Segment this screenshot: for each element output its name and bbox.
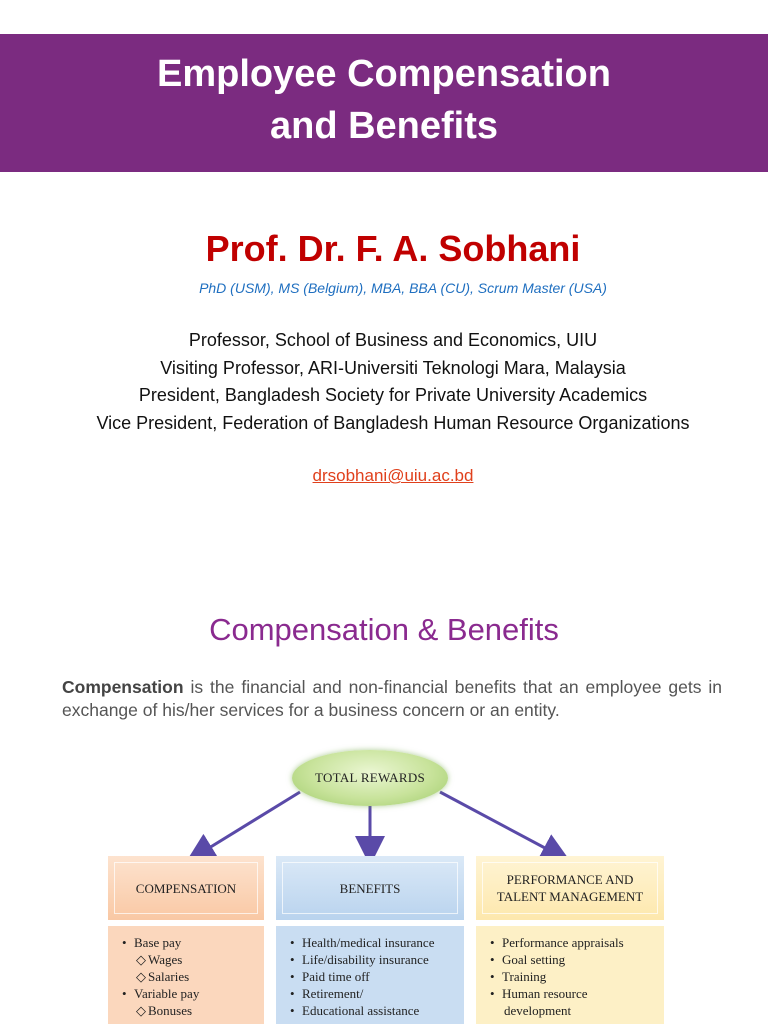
bullet-icon: • (290, 1003, 295, 1018)
list-item (490, 934, 654, 951)
list-item-text: Training (502, 969, 547, 984)
list-item-text: Salaries (148, 969, 190, 984)
compensation-title: COMPENSATION (135, 880, 237, 896)
list-item (290, 951, 454, 968)
list-item-text: Bonuses (148, 1003, 193, 1018)
compensation-list (108, 926, 264, 1024)
bullet-icon: • (290, 986, 295, 1001)
performance-header (476, 856, 664, 920)
benefits-title: BENEFITS (339, 880, 401, 896)
performance-list (476, 926, 664, 1024)
slide-title-line-2: and Benefits (269, 105, 499, 147)
definition-text: is the financial and non-financial benefits that an employee gets in exchange of his/her services for a business concern or an entity. (62, 677, 722, 720)
list-item-text: Variable pay (134, 986, 200, 1001)
position-line: Vice President, Federation of Bangladesh Human Resource Organizations (96, 412, 690, 433)
section-heading: Compensation & Benefits (209, 612, 559, 647)
bullet-icon: • (290, 969, 295, 984)
performance-title-line-1: PERFORMANCE AND (506, 872, 634, 887)
list-item-text: Educational assistance (302, 1003, 420, 1018)
list-item-text: development (504, 1003, 572, 1018)
list-item (290, 1002, 454, 1019)
list-item (490, 951, 654, 968)
list-item-text: Base pay (134, 935, 182, 950)
author-name: Prof. Dr. F. A. Sobhani (205, 228, 581, 269)
benefits-header (276, 856, 464, 920)
position-line: Visiting Professor, ARI-Universiti Teknologi Mara, Malaysia (160, 357, 626, 378)
list-item (290, 968, 454, 985)
list-subitem (122, 968, 254, 985)
total-rewards-node: TOTAL REWARDS (292, 750, 448, 806)
list-item-text: Performance appraisals (502, 935, 624, 950)
bullet-icon: • (490, 986, 495, 1001)
email-container (0, 466, 768, 486)
bullet-icon: ◇ (136, 1003, 146, 1018)
arrow-to-compensation (196, 792, 300, 856)
benefits-list (276, 926, 464, 1024)
performance-title-line-2: TALENT MANAGEMENT (496, 889, 644, 904)
bullet-icon: • (122, 935, 127, 950)
list-item-text: Health/medical insurance (302, 935, 435, 950)
list-item (122, 985, 254, 1002)
position-line: Professor, School of Business and Economics, UIU (188, 330, 598, 350)
slide-title (0, 48, 768, 152)
bullet-icon: • (490, 969, 495, 984)
list-item (490, 985, 654, 1002)
bullet-icon: • (290, 952, 295, 967)
list-item (290, 985, 454, 1002)
slide-title-line-1: Employee Compensation (157, 53, 611, 95)
total-rewards-diagram (0, 740, 768, 1024)
list-item-text: Life/disability insurance (302, 952, 429, 967)
author-degrees: PhD (USM), MS (Belgium), MBA, BBA (CU), Scrum Master (USA) (199, 280, 607, 296)
list-subitem (122, 1002, 254, 1019)
performance-title (497, 871, 643, 905)
list-item (290, 934, 454, 951)
bullet-icon: • (490, 935, 495, 950)
list-item-text: Human resource (502, 986, 588, 1001)
compensation-header (108, 856, 264, 920)
bullet-icon: • (490, 952, 495, 967)
arrow-to-performance (440, 792, 560, 856)
bullet-icon: • (122, 986, 127, 1001)
bullet-icon: • (290, 935, 295, 950)
bullet-icon: ◇ (136, 969, 146, 984)
list-subitem (122, 951, 254, 968)
position-line: President, Bangladesh Society for Private University Academics (138, 385, 648, 405)
compensation-definition (62, 676, 722, 722)
author-positions (0, 327, 768, 437)
bullet-icon: ◇ (136, 952, 146, 967)
list-item-continuation (490, 1002, 654, 1019)
definition-term: Compensation (62, 677, 184, 697)
list-item-text: Paid time off (302, 969, 370, 984)
list-item (122, 934, 254, 951)
email-link[interactable]: drsobhani@uiu.ac.bd (312, 466, 474, 485)
list-item (490, 968, 654, 985)
list-item-text: Retirement/ (302, 986, 364, 1001)
list-item-text: Goal setting (502, 952, 566, 967)
list-item-text: Wages (148, 952, 183, 967)
